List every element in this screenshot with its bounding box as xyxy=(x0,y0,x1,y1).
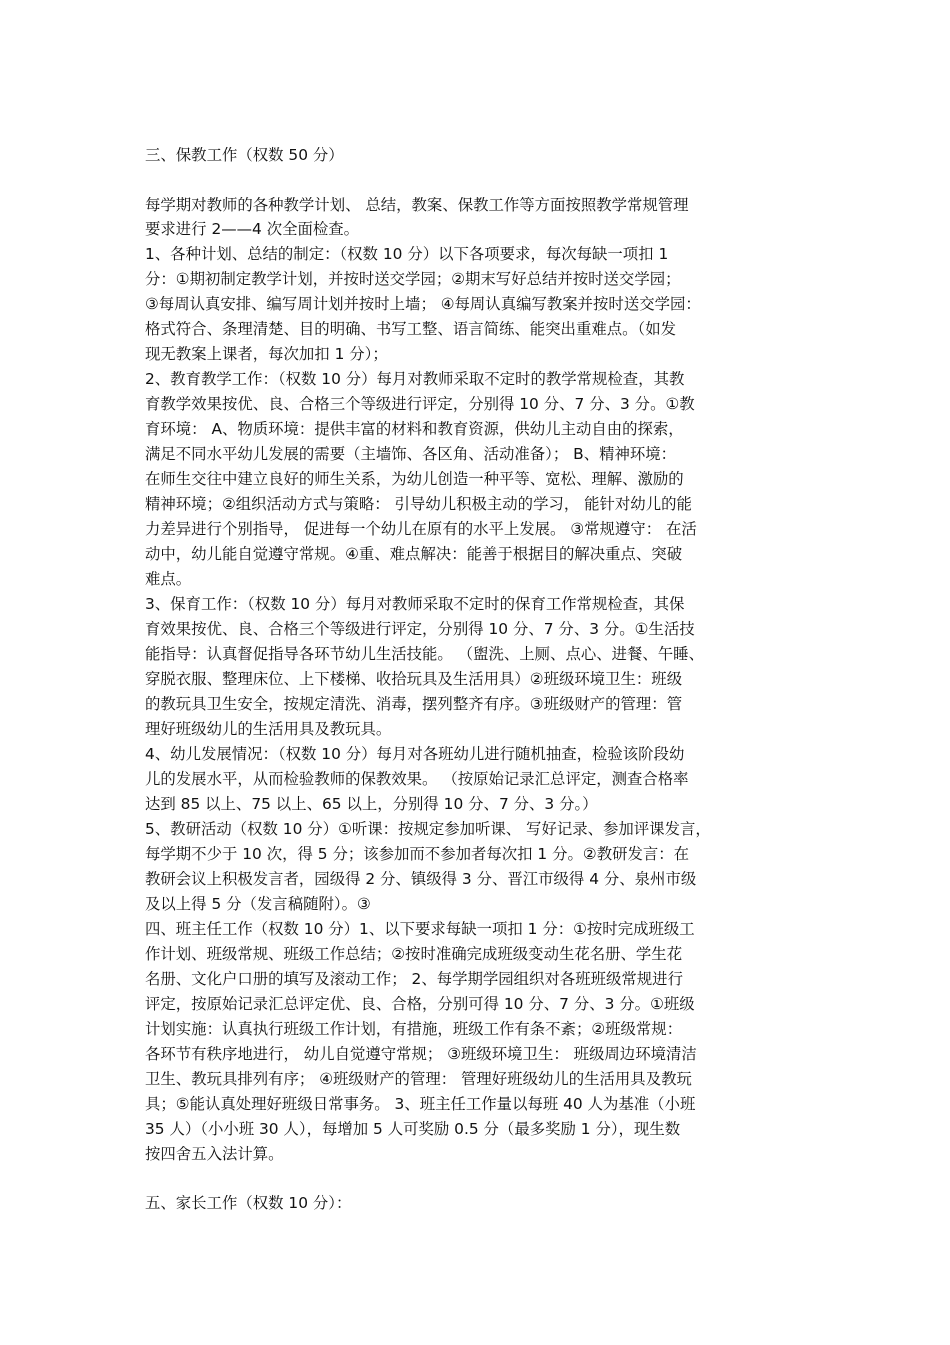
section-heading-jiazhang: 五、家长工作（权数 10 分）： xyxy=(145,1194,352,1212)
body-line: 3、保育工作：（权数 10 分）每月对教师采取不定时的保育工作常规检查，其保 xyxy=(145,595,685,613)
body-line: 作计划、班级常规、班级工作总结；②按时准确完成班级变动生花名册、学生花 xyxy=(145,945,683,963)
body-line: 的教玩具卫生安全，按规定清洗、消毒，摆列整齐有序。③班级财产的管理：管 xyxy=(145,695,683,713)
body-line: 育教学效果按优、良、合格三个等级进行评定，分别得 10 分、7 分、3 分。①教 xyxy=(145,395,695,413)
body-line: 按四舍五入法计算。 xyxy=(145,1145,284,1163)
body-line: 儿的发展水平，从而检验教师的保教效果。 （按原始记录汇总评定，测查合格率 xyxy=(145,770,689,788)
body-line: 具；⑤能认真处理好班级日常事务。 3、班主任工作量以每班 40 人为基准（小班 xyxy=(145,1095,696,1113)
body-line: 难点。 xyxy=(145,570,192,588)
body-line: 力差异进行个别指导， 促进每一个幼儿在原有的水平上发展。 ③常规遵守： 在活 xyxy=(145,520,697,538)
body-line: 穿脱衣服、整理床位、上下楼梯、收拾玩具及生活用具）②班级环境卫生：班级 xyxy=(145,670,683,688)
body-line: 名册、文化户口册的填写及滚动工作； 2、每学期学园组织对各班班级常规进行 xyxy=(145,970,683,988)
body-line: 5、教研活动（权数 10 分）①听课：按规定参加听课、 写好记录、参加评课发言， xyxy=(145,820,711,838)
body-line: 每学期不少于 10 次，得 5 分；该参加而不参加者每次扣 1 分。②教研发言：在 xyxy=(145,845,690,863)
body-line: 理好班级幼儿的生活用具及教玩具。 xyxy=(145,720,392,738)
body-line: 4、幼儿发展情况：（权数 10 分）每月对各班幼儿进行随机抽查，检验该阶段幼 xyxy=(145,745,685,763)
body-line: 各环节有秩序地进行， 幼儿自觉遵守常规； ③班级环境卫生： 班级周边环境清洁 xyxy=(145,1045,697,1063)
body-line: 精神环境；②组织活动方式与策略： 引导幼儿积极主动的学习， 能针对幼儿的能 xyxy=(145,495,692,513)
body-line: 35 人）（小小班 30 人），每增加 5 人可奖励 0.5 分（最多奖励 1 分），现生数 xyxy=(145,1120,681,1138)
body-line: 能指导：认真督促指导各环节幼儿生活技能。 （盥洗、上厕、点心、进餐、午睡、 xyxy=(145,645,704,663)
body-line: 要求进行 2——4 次全面检查。 xyxy=(145,220,360,238)
body-line: 计划实施：认真执行班级工作计划，有措施，班级工作有条不紊；②班级常规： xyxy=(145,1020,683,1038)
body-line: 动中，幼儿能自觉遵守常规。④重、难点解决：能善于根据目的解决重点、突破 xyxy=(145,545,683,563)
body-line: 育效果按优、良、合格三个等级进行评定，分别得 10 分、7 分、3 分。①生活技 xyxy=(145,620,695,638)
body-line: 卫生、教玩具排列有序； ④班级财产的管理： 管理好班级幼儿的生活用具及教玩 xyxy=(145,1070,692,1088)
body-line: 教研会议上积极发言者，园级得 2 分、镇级得 3 分、晋江市级得 4 分、泉州市级 xyxy=(145,870,697,888)
body-line: 评定，按原始记录汇总评定优、良、合格，分别可得 10 分、7 分、3 分。①班级 xyxy=(145,995,695,1013)
body-line: ③每周认真安排、编写周计划并按时上墙； ④每周认真编写教案并按时送交学园： xyxy=(145,295,701,313)
body-line: 在师生交往中建立良好的师生关系，为幼儿创造一种平等、宽松、理解、激励的 xyxy=(145,470,684,488)
body-line: 分：①期初制定教学计划，并按时送交学园；②期末写好总结并按时送交学园； xyxy=(145,270,681,288)
body-line: 育环境： A、物质环境：提供丰富的材料和教育资源，供幼儿主动自由的探索， xyxy=(145,420,684,438)
body-line: 及以上得 5 分（发言稿随附）。③ xyxy=(145,895,371,913)
section-heading-banzhuren: 四、班主任工作（权数 10 分）1、以下要求每缺一项扣 1 分：①按时完成班级工 xyxy=(145,920,695,938)
body-line: 满足不同水平幼儿发展的需要（主墙饰、各区角、活动准备）； B、精神环境： xyxy=(145,445,677,463)
section-heading-baojiao: 三、保教工作（权数 50 分） xyxy=(145,146,344,164)
body-line: 达到 85 以上、75 以上、65 以上，分别得 10 分、7 分、3 分。） xyxy=(145,795,598,813)
body-line: 2、教育教学工作：（权数 10 分）每月对教师采取不定时的教学常规检查，其教 xyxy=(145,370,685,388)
body-line: 格式符合、条理清楚、目的明确、书写工整、语言简练、能突出重难点。（如发 xyxy=(145,320,676,338)
body-line: 现无教案上课者，每次加扣 1 分）； xyxy=(145,345,388,363)
body-line: 每学期对教师的各种教学计划、 总结，教案、保教工作等方面按照教学常规管理 xyxy=(145,196,689,214)
body-line: 1、各种计划、总结的制定：（权数 10 分）以下各项要求，每次每缺一项扣 1 xyxy=(145,245,669,263)
